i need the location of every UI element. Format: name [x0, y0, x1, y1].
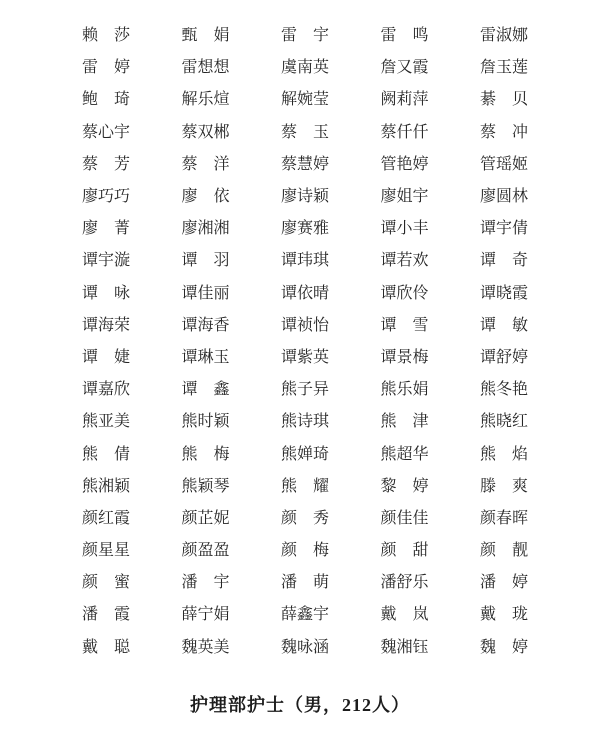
name-cell: 谭佳丽 — [181, 284, 230, 302]
name-cell: 蔡慧婷 — [281, 155, 330, 173]
name-cell: 解乐煊 — [181, 91, 230, 109]
name-cell: 潘婷 — [480, 574, 528, 592]
name-cell: 熊湘颖 — [82, 477, 131, 495]
name-cell: 熊焰 — [480, 445, 528, 463]
name-row — [82, 52, 528, 84]
name-cell: 谭小丰 — [380, 220, 429, 238]
name-cell: 谭依晴 — [281, 284, 330, 302]
name-cell: 戴珑 — [480, 606, 528, 624]
name-cell: 蔡双郴 — [181, 123, 230, 141]
name-cell: 谭婕 — [82, 348, 130, 366]
name-cell: 雷宇 — [281, 27, 329, 45]
name-cell: 廖依 — [181, 188, 230, 206]
name-cell: 潘舒乐 — [380, 574, 429, 592]
name-cell: 雷想想 — [181, 59, 230, 77]
name-cell: 廖圆林 — [480, 188, 529, 206]
name-cell: 詹又霞 — [380, 59, 429, 77]
name-cell: 谭玮琪 — [281, 252, 330, 270]
name-cell: 廖赛雅 — [281, 220, 330, 238]
name-cell: 薛鑫宇 — [281, 606, 330, 624]
name-row — [82, 20, 528, 52]
name-cell: 魏英美 — [181, 638, 230, 656]
name-row — [82, 149, 528, 181]
name-cell: 颜梅 — [281, 542, 329, 560]
name-cell: 熊冬艳 — [480, 381, 529, 399]
name-row — [82, 342, 528, 374]
name-cell: 颜佳佳 — [380, 509, 429, 527]
name-cell: 颜甜 — [380, 542, 429, 560]
name-cell: 熊梅 — [181, 445, 230, 463]
name-cell: 綦贝 — [480, 91, 528, 109]
name-cell: 魏婷 — [480, 638, 528, 656]
name-cell: 谭敏 — [480, 316, 528, 334]
name-cell: 颜秀 — [281, 509, 329, 527]
name-cell: 熊晓红 — [480, 413, 529, 431]
name-cell: 熊乐娟 — [380, 381, 429, 399]
name-cell: 赖莎 — [82, 27, 130, 45]
name-row — [82, 245, 528, 277]
name-cell: 谭海荣 — [82, 316, 131, 334]
name-cell: 管瑶姬 — [480, 155, 529, 173]
name-cell: 蔡芳 — [82, 155, 130, 173]
name-cell: 蔡心宇 — [82, 123, 131, 141]
name-cell: 谭琳玉 — [181, 348, 230, 366]
name-row — [82, 310, 528, 342]
name-cell: 管艳婷 — [380, 155, 429, 173]
name-cell: 谭若欢 — [380, 252, 429, 270]
name-cell: 黎婷 — [380, 477, 429, 495]
name-cell: 颜蜜 — [82, 574, 130, 592]
name-cell: 谭奇 — [480, 252, 528, 270]
name-cell: 戴岚 — [380, 606, 429, 624]
name-cell: 潘萌 — [281, 574, 329, 592]
name-cell: 颜红霞 — [82, 509, 131, 527]
name-cell: 戴聪 — [82, 638, 130, 656]
name-row — [82, 599, 528, 631]
name-row — [82, 84, 528, 116]
name-cell: 廖菁 — [82, 220, 130, 238]
name-cell: 熊津 — [380, 413, 429, 431]
name-cell: 谭羽 — [181, 252, 230, 270]
name-cell: 滕爽 — [480, 477, 528, 495]
name-row — [82, 406, 528, 438]
name-cell: 鲍琦 — [82, 91, 130, 109]
name-cell: 熊超华 — [380, 445, 429, 463]
name-cell: 颜靓 — [480, 542, 528, 560]
name-cell: 蔡仟仟 — [380, 123, 429, 141]
name-row — [82, 632, 528, 664]
name-cell: 雷淑娜 — [480, 27, 529, 45]
name-cell: 熊婵琦 — [281, 445, 330, 463]
name-cell: 谭景梅 — [380, 348, 429, 366]
name-cell: 谭宇漩 — [82, 252, 131, 270]
name-cell: 熊耀 — [281, 477, 329, 495]
name-row — [82, 503, 528, 535]
name-row — [82, 567, 528, 599]
name-cell: 蔡洋 — [181, 155, 230, 173]
name-cell: 蔡冲 — [480, 123, 528, 141]
name-cell: 谭雪 — [380, 316, 429, 334]
name-row — [82, 374, 528, 406]
name-cell: 谭嘉欣 — [82, 381, 131, 399]
name-cell: 谭海香 — [181, 316, 230, 334]
name-cell: 熊颖琴 — [181, 477, 230, 495]
name-row — [82, 438, 528, 470]
name-cell: 熊倩 — [82, 445, 130, 463]
name-cell: 雷婷 — [82, 59, 130, 77]
name-cell: 廖湘湘 — [181, 220, 230, 238]
name-cell: 颜春晖 — [480, 509, 529, 527]
name-cell: 雷鸣 — [380, 27, 429, 45]
name-row — [82, 535, 528, 567]
name-row — [82, 117, 528, 149]
name-cell: 熊时颖 — [181, 413, 230, 431]
name-row — [82, 181, 528, 213]
name-cell: 谭欣伶 — [380, 284, 429, 302]
name-cell: 解婉莹 — [281, 91, 330, 109]
name-cell: 廖诗颖 — [281, 188, 330, 206]
name-cell: 薛宁娟 — [181, 606, 230, 624]
name-cell: 潘霞 — [82, 606, 130, 624]
name-cell: 蔡玉 — [281, 123, 329, 141]
name-cell: 熊亚美 — [82, 413, 131, 431]
name-cell: 魏咏涵 — [281, 638, 330, 656]
name-cell: 廖巧巧 — [82, 188, 131, 206]
name-row — [82, 213, 528, 245]
name-cell: 甄娟 — [181, 27, 230, 45]
name-cell: 谭咏 — [82, 284, 130, 302]
name-cell: 颜芷妮 — [181, 509, 230, 527]
name-cell: 谭鑫 — [181, 381, 230, 399]
name-cell: 谭晓霞 — [480, 284, 529, 302]
section-heading: 护理部护士（男，212人） — [190, 694, 410, 715]
name-cell: 詹玉莲 — [480, 59, 529, 77]
name-cell: 熊子异 — [281, 381, 330, 399]
name-cell: 颜盈盈 — [181, 542, 230, 560]
name-cell: 谭紫英 — [281, 348, 330, 366]
name-cell: 潘宇 — [181, 574, 230, 592]
name-row — [82, 471, 528, 503]
name-cell: 廖姐宇 — [380, 188, 429, 206]
name-cell: 谭舒婷 — [480, 348, 529, 366]
name-row — [82, 278, 528, 310]
name-cell: 谭祯怡 — [281, 316, 330, 334]
name-cell: 颜星星 — [82, 542, 131, 560]
name-cell: 谭宇倩 — [480, 220, 529, 238]
name-cell: 虞南英 — [281, 59, 330, 77]
name-cell: 魏湘钰 — [380, 638, 429, 656]
name-cell: 熊诗琪 — [281, 413, 330, 431]
name-cell: 阙莉萍 — [380, 91, 429, 109]
